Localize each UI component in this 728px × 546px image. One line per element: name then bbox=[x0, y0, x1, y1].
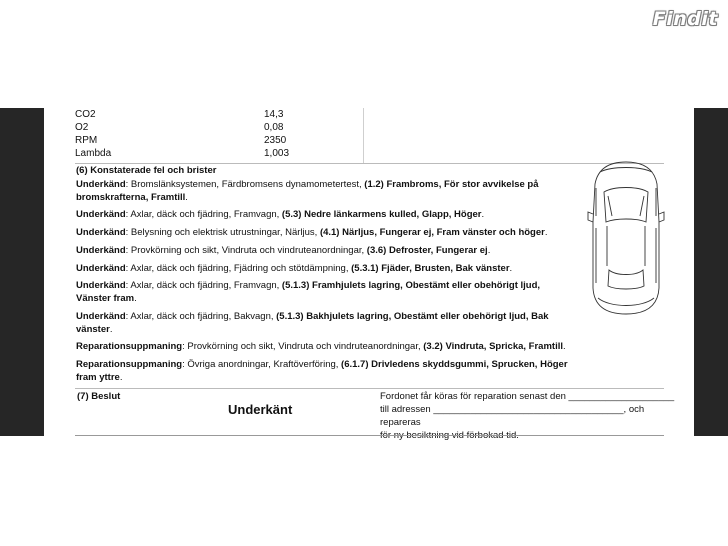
measurement-value: 14,3 bbox=[264, 109, 284, 120]
defect-status: Underkänd bbox=[76, 280, 126, 291]
defect-status: Underkänd bbox=[76, 227, 126, 238]
bottom-divider bbox=[75, 435, 664, 436]
defect-entry bbox=[76, 340, 576, 353]
defect-status: Underkänd bbox=[76, 245, 126, 256]
defect-entry bbox=[76, 208, 576, 221]
defect-entry bbox=[76, 244, 576, 257]
defects-title: (6) Konstaterade fel och brister bbox=[76, 165, 217, 176]
defect-description: : Övriga anordningar, Kraftöverföring, bbox=[182, 359, 342, 370]
defect-description: : Axlar, däck och fjädring, Framvagn, bbox=[125, 280, 282, 291]
defect-finding: (4.1) Närljus, Fungerar ej, Fram vänster och höger bbox=[319, 227, 545, 238]
defect-entry bbox=[76, 279, 576, 305]
decision-value: Underkänt bbox=[228, 402, 293, 417]
right-letterbox bbox=[694, 108, 728, 436]
measurement-label: RPM bbox=[75, 135, 98, 146]
defect-end: . bbox=[119, 372, 123, 383]
measurement-row bbox=[75, 108, 335, 121]
defect-finding: (5.3) Nedre länkarmens kulled, Glapp, Höger bbox=[281, 209, 482, 220]
defect-description: : Axlar, däck och fjädring, Framvagn, bbox=[125, 209, 282, 220]
defect-status: Reparationsuppmaning bbox=[76, 359, 183, 370]
defect-status: Underkänd bbox=[76, 209, 126, 220]
measurement-label: O2 bbox=[75, 122, 89, 133]
defect-entry bbox=[76, 262, 576, 275]
findit-logo[interactable]: Findit bbox=[652, 8, 718, 30]
defect-entry bbox=[76, 226, 576, 239]
defect-finding: (1.2) Frambroms, För stor avvikelse på bromskrafterna, Framtill bbox=[76, 179, 539, 203]
defect-entry bbox=[76, 358, 576, 384]
inspection-document bbox=[44, 108, 694, 436]
defect-status: Underkänd bbox=[76, 179, 126, 190]
defect-finding: (5.3.1) Fjäder, Brusten, Bak vänster bbox=[351, 263, 510, 274]
decision-line: Fordonet får köras för reparation senast den ____________________ bbox=[380, 391, 675, 402]
measurement-value: 2350 bbox=[264, 135, 287, 146]
measurement-value: 0,08 bbox=[264, 122, 284, 133]
defect-finding: (3.2) Vindruta, Spricka, Framtill bbox=[423, 341, 563, 352]
measurement-label: CO2 bbox=[75, 109, 96, 120]
defect-entry bbox=[76, 178, 576, 204]
defect-end: . bbox=[481, 209, 485, 220]
decision-line: till adressen ____________________________________, och repareras bbox=[380, 404, 645, 428]
section-divider bbox=[75, 388, 664, 389]
defect-status: Reparationsuppmaning bbox=[76, 341, 183, 352]
measurement-row bbox=[75, 134, 335, 147]
defect-finding: (5.1.3) Bakhjulets lagring, Obestämt eller obehörigt ljud, Bak vänster bbox=[76, 311, 549, 335]
defect-status: Underkänd bbox=[76, 263, 126, 274]
defect-end: . bbox=[109, 324, 113, 335]
defect-end: . bbox=[563, 341, 566, 352]
defect-description: : Belysning och elektrisk utrustningar, Närljus, bbox=[125, 227, 320, 238]
defect-finding: (5.1.3) Framhjulets lagring, Obestämt eller obehörigt ljud, Vänster fram bbox=[76, 280, 541, 304]
defect-end: . bbox=[509, 263, 513, 274]
left-letterbox bbox=[0, 108, 44, 436]
defect-description: : Provkörning och sikt, Vindruta och vindruteanordningar, bbox=[182, 341, 424, 352]
defect-entry bbox=[76, 310, 576, 336]
car-diagram-icon bbox=[586, 158, 666, 318]
measurement-value: 1,003 bbox=[264, 148, 290, 159]
defect-end: . bbox=[544, 227, 548, 238]
defects-section bbox=[76, 164, 576, 383]
defect-finding: (3.6) Defroster, Fungerar ej bbox=[366, 245, 488, 256]
defect-finding: (6.1.7) Drivledens skyddsgummi, Sprucken, Höger fram yttre bbox=[76, 359, 568, 383]
defect-status: Underkänd bbox=[76, 311, 126, 322]
measurement-row bbox=[75, 147, 335, 160]
column-divider bbox=[363, 108, 364, 163]
decision-title: (7) Beslut bbox=[77, 391, 121, 402]
defect-description: : Provkörning och sikt, Vindruta och vindruteanordningar, bbox=[125, 245, 367, 256]
measurement-row bbox=[75, 121, 335, 134]
defect-description: : Axlar, däck och fjädring, Fjädring och stötdämpning, bbox=[125, 263, 352, 274]
defect-description: : Axlar, däck och fjädring, Bakvagn, bbox=[125, 311, 277, 322]
defect-end: . bbox=[487, 245, 491, 256]
measurement-label: Lambda bbox=[75, 148, 112, 159]
emission-measurements bbox=[75, 108, 335, 160]
defect-end: . bbox=[134, 293, 137, 304]
defect-end: . bbox=[185, 192, 188, 203]
defect-description: : Bromslänksystemen, Färdbromsens dynamometertest, bbox=[125, 179, 365, 190]
